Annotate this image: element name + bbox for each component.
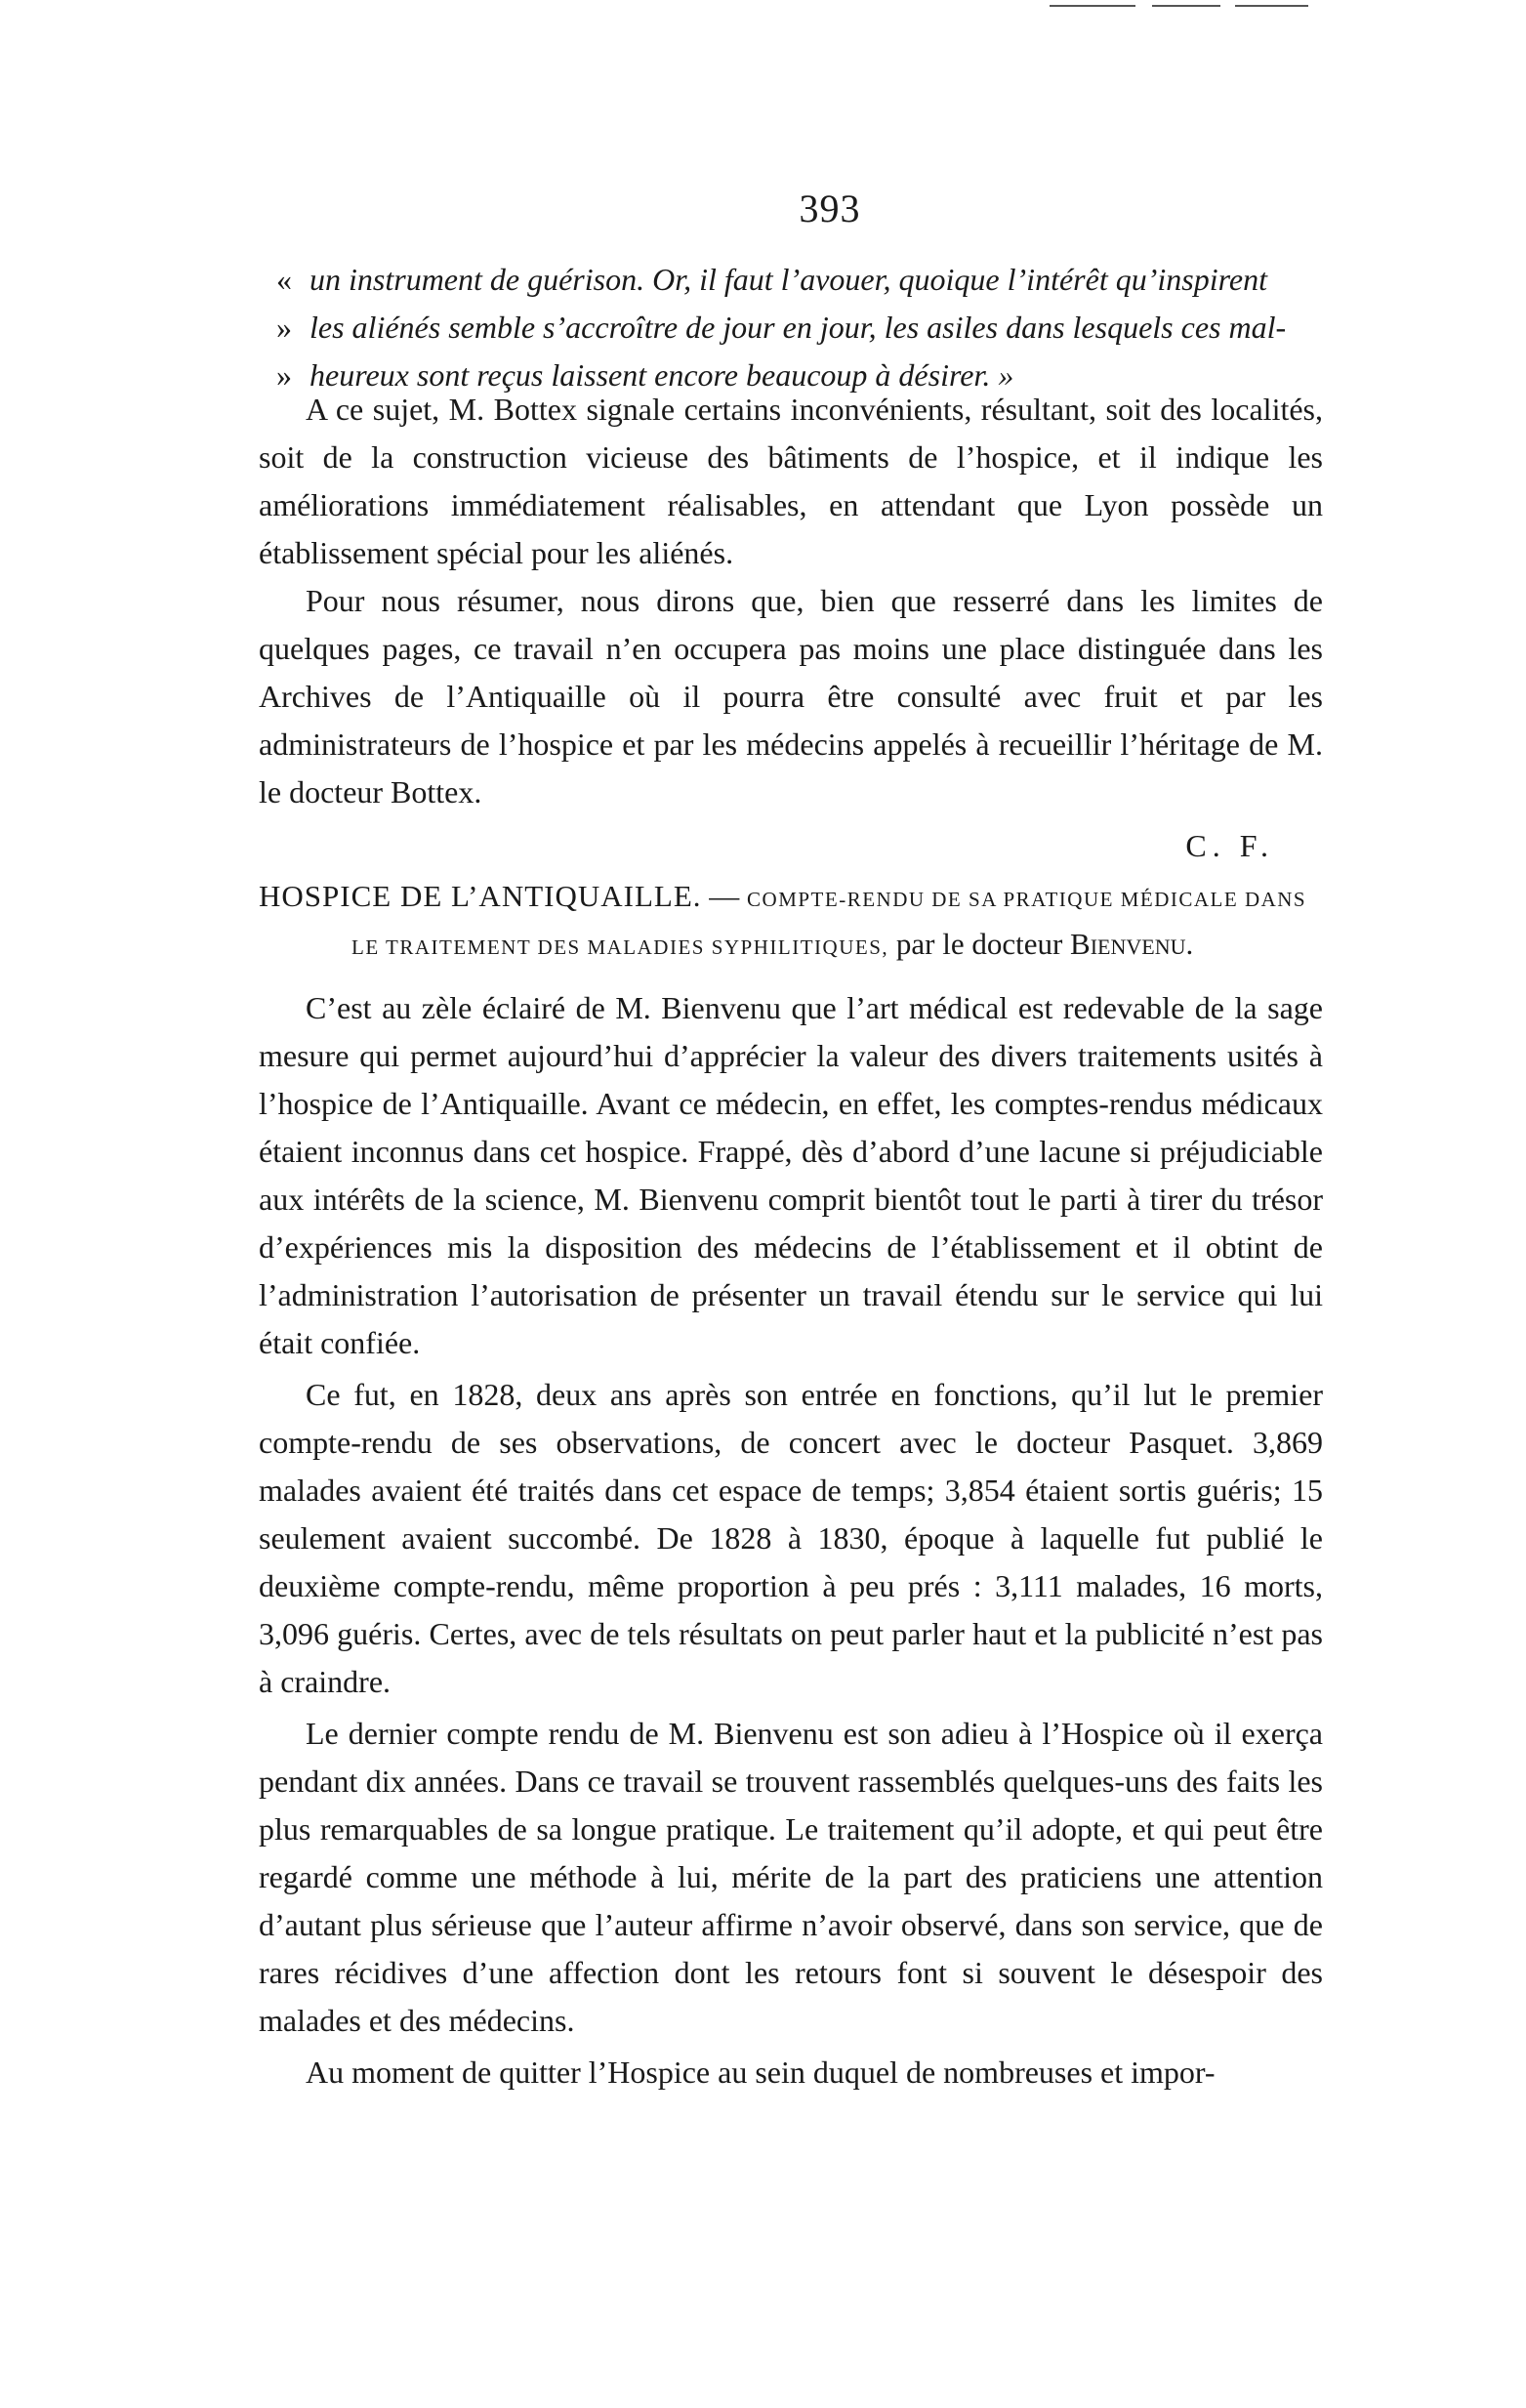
- heading-subtitle: LE TRAITEMENT DES MALADIES SYPHILITIQUES,: [351, 935, 889, 959]
- heading-dash: —: [701, 879, 748, 913]
- paragraph: C’est au zèle éclairé de M. Bienvenu que l’art médical est redevable de la sage mesure qui permet aujourd’hui d’apprécier la valeur des divers traitements usités à l’hospice de l’Antiquaille. Avant ce médecin, en effet, les comptes-rendus médicaux étaient inconnus dans cet hospice. Frappé, dès d’abord d’une lacune si préjudiciable aux intérêts de la science, M. Bienvenu comprit bientôt tout le parti à tirer du trésor d’expériences mis la disposition des médecins de l’établissement et il obtint de l’administration l’autorisation de présenter un travail étendu sur le service qui lui était confiée.: [259, 990, 1323, 1360]
- quote-line: [259, 256, 1323, 304]
- page-number: 393: [799, 187, 861, 230]
- paragraph: Ce fut, en 1828, deux ans après son entrée en fonctions, qu’il lut le premier compte-rendu de ses observations, de concert avec le docteur Pasquet. 3,869 malades avaient été traités dans cet espace de temps; 3,854 étaient sortis guéris; 15 seulement avaient succombé. De 1828 à 1830, époque à laquelle fut publié le deuxième compte-rendu, même proportion à peu prés : 3,111 malades, 16 morts, 3,096 guéris. Certes, avec de tels résultats on peut parler haut et la publicité n’est pas à craindre.: [259, 1377, 1323, 1699]
- quote-mark: »: [276, 310, 292, 345]
- heading-author-prefix: par le docteur: [888, 927, 1071, 961]
- heading-subtitle: COMPTE-RENDU DE SA PRATIQUE MÉDICALE DANS: [747, 888, 1307, 911]
- signature: C. F.: [1185, 828, 1274, 863]
- heading-author: Bienvenu.: [1070, 927, 1194, 961]
- section-heading: [259, 874, 1323, 970]
- paragraph: Au moment de quitter l’Hospice au sein duquel de nombreuses et impor-: [306, 2055, 1216, 2090]
- heading-title: HOSPICE DE L’ANTIQUAILLE.: [259, 879, 702, 913]
- heading-line: [259, 922, 1323, 970]
- heading-line: [259, 874, 1323, 922]
- top-edge-rule: [1152, 5, 1220, 7]
- quote-line-text: heureux sont reçus laissent encore beaucoup à désirer. »: [309, 357, 1014, 393]
- paragraph: A ce sujet, M. Bottex signale certains inconvénients, résultant, soit des localités, soit de la construction vicieuse des bâtiments de l’hospice, et il indique les améliorations immédiatement réalisables, en attendant que Lyon possède un établissement spécial pour les aliénés.: [259, 392, 1323, 570]
- paragraph: Pour nous résumer, nous dirons que, bien que resserré dans les limites de quelques pages, ce travail n’en occupera pas moins une place distinguée dans les Archives de l’Antiquaille où il pourra être consulté avec fruit et par les administrateurs de l’hospice et par les médecins appelés à recueillir l’héritage de M. le docteur Bottex.: [259, 583, 1323, 810]
- quoted-passage: [259, 256, 1323, 399]
- quote-line: [259, 304, 1323, 352]
- top-edge-rule: [1235, 5, 1308, 7]
- paragraph: Le dernier compte rendu de M. Bienvenu est son adieu à l’Hospice où il exerça pendant dix années. Dans ce travail se trouvent rassemblés quelques-uns des faits les plus remarquables de sa longue pratique. Le traitement qu’il adopte, et qui peut être regardé comme une méthode à lui, mérite de la part des praticiens une attention d’autant plus sérieuse que l’auteur affirme n’avoir observé, dans son service, que de rares récidives d’une affection dont les retours font si souvent le désespoir des malades et des médecins.: [259, 1716, 1323, 2038]
- review-bienvenu: [259, 984, 1323, 2100]
- quote-line-text: les aliénés semble s’accroître de jour en jour, les asiles dans lesquels ces mal-: [309, 310, 1287, 345]
- quote-mark: «: [276, 262, 292, 297]
- quote-mark: »: [276, 357, 292, 393]
- quote-line-text: un instrument de guérison. Or, il faut l’avouer, quoique l’intérêt qu’inspirent: [309, 262, 1267, 297]
- top-edge-rule: [1050, 5, 1135, 7]
- review-bottex: [259, 386, 1323, 870]
